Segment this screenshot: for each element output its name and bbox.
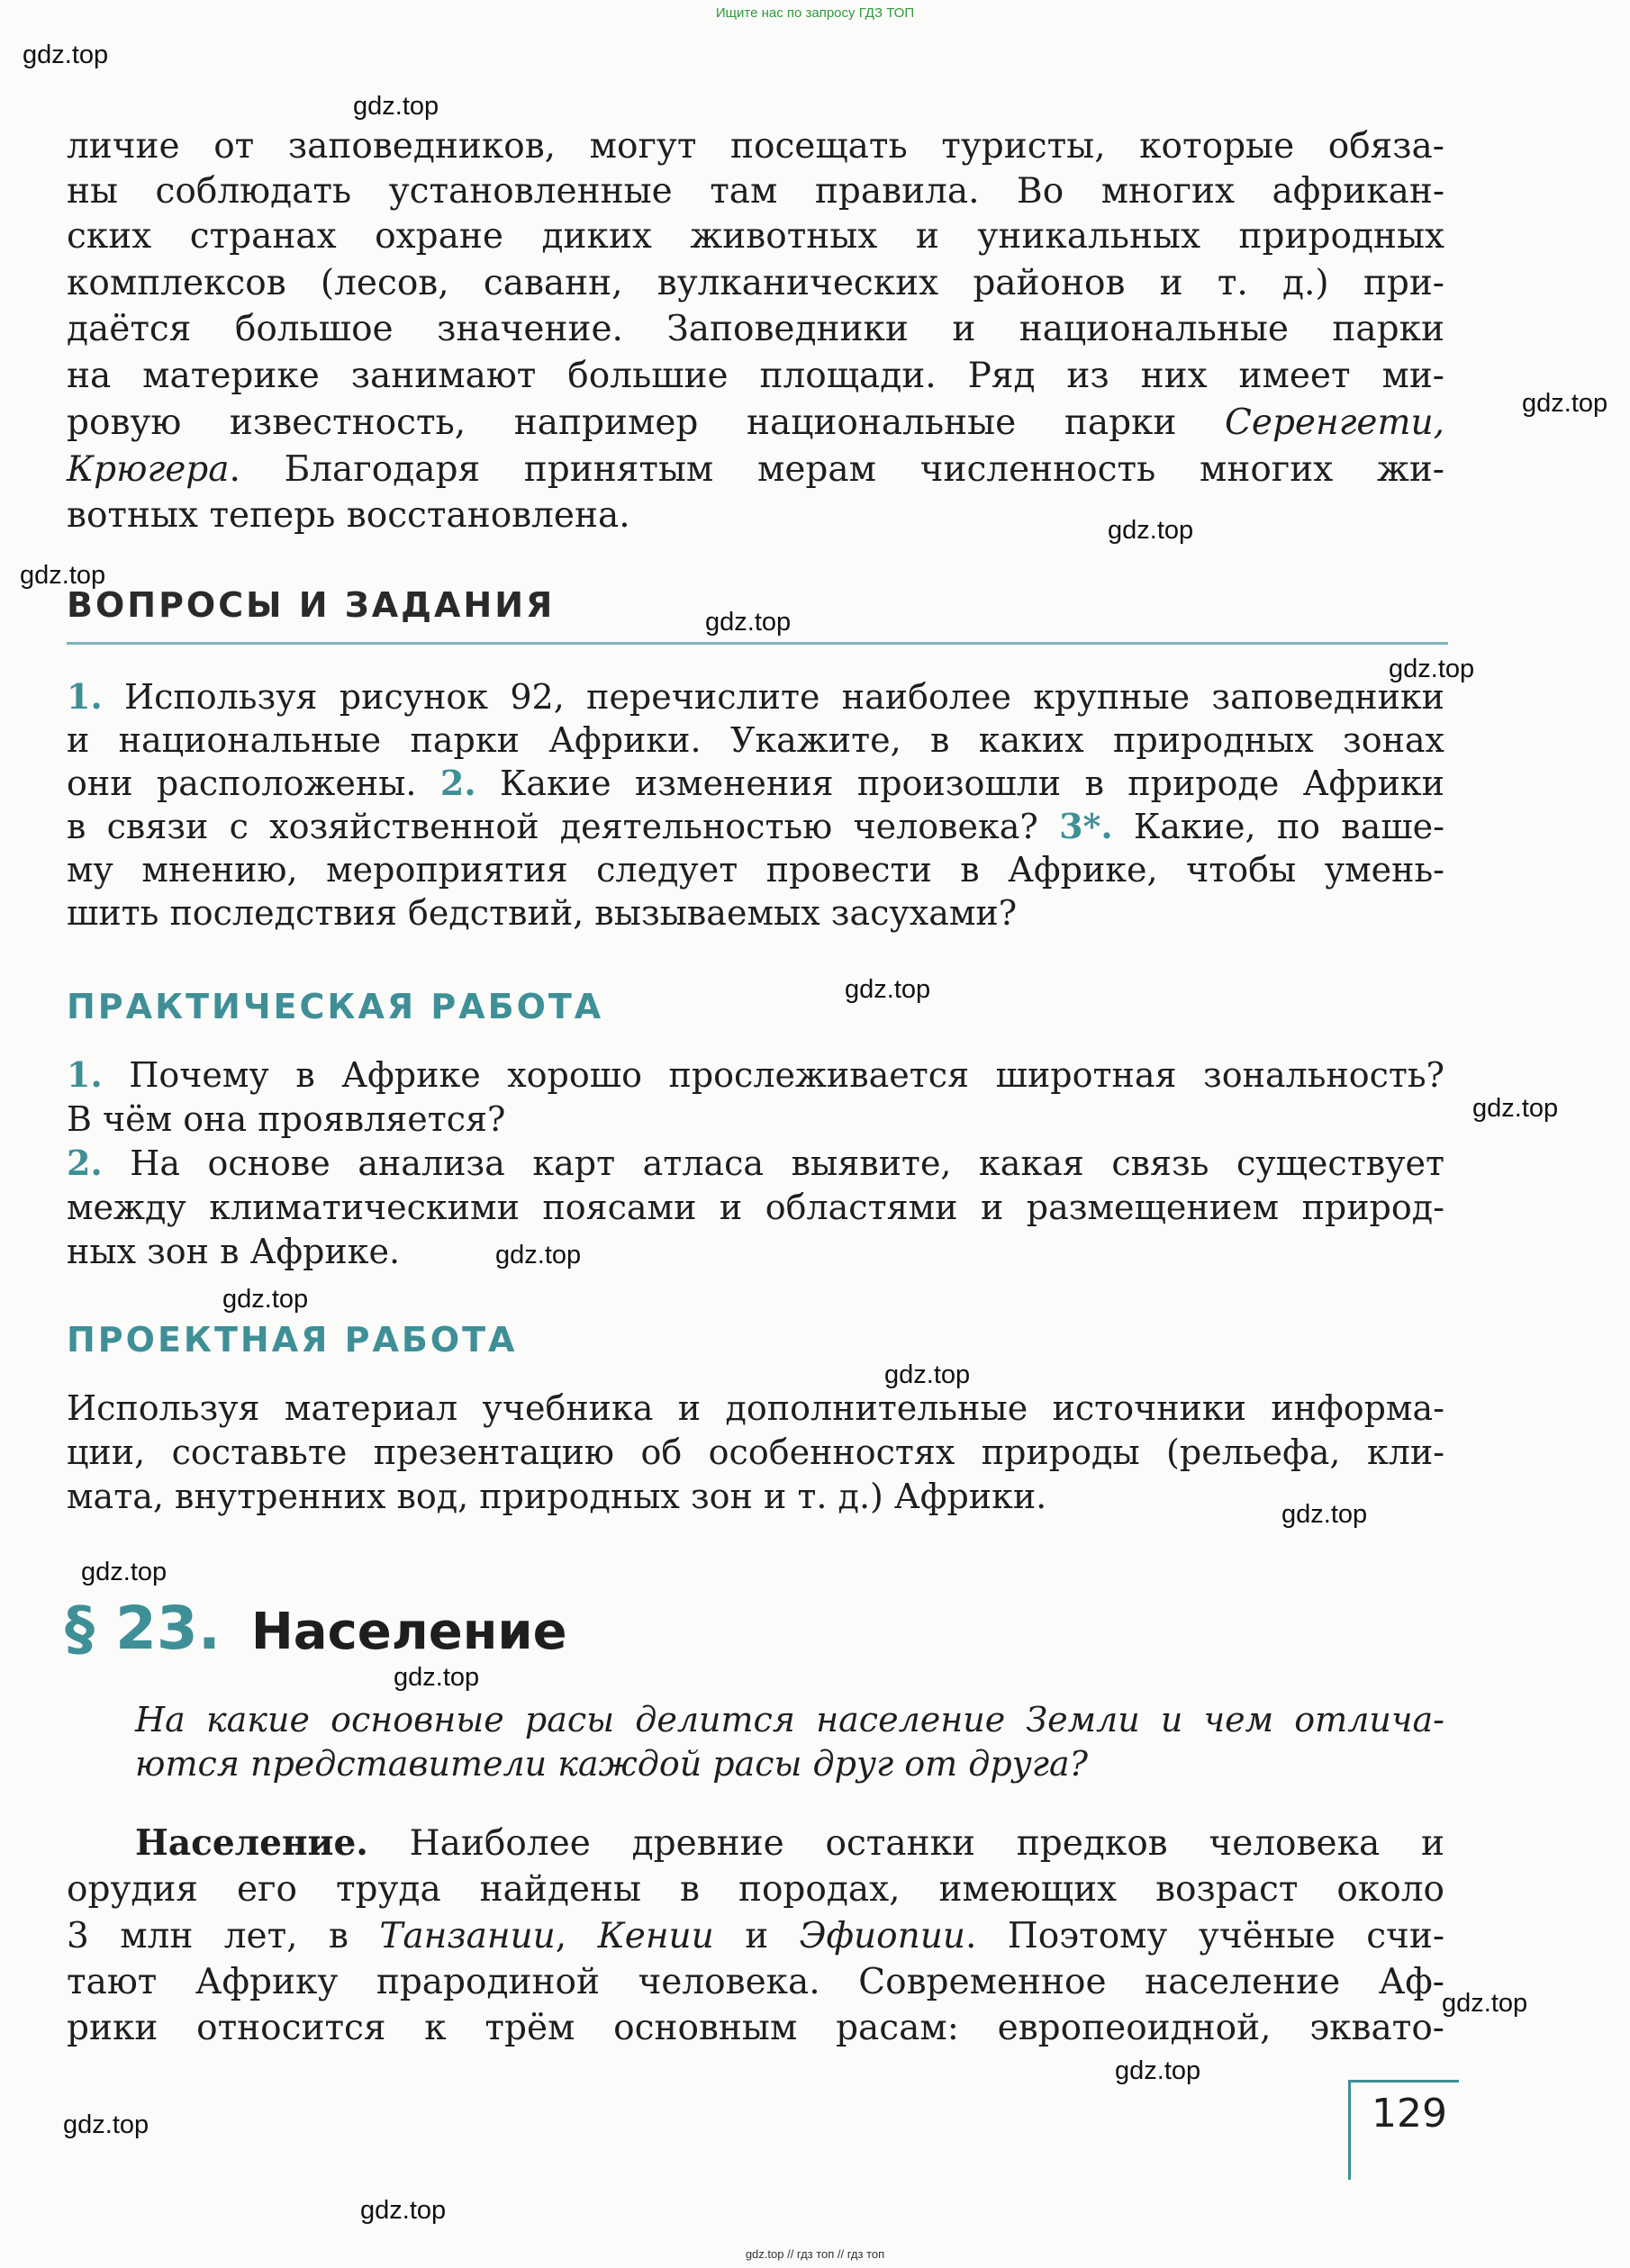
text-line: ны соблюдать установленные там правила. Во многих африкан- (67, 171, 1444, 212)
watermark: gdz.top (1472, 1094, 1559, 1123)
text-line: ровую известность, например национальные парки Серенгети, (67, 402, 1444, 443)
watermark: gdz.top (360, 2196, 447, 2225)
section-title (65, 1594, 567, 1663)
text-line: ских странах охране диких животных и уникальных природных (67, 216, 1444, 257)
text-line: даётся большое значение. Заповедники и национальные парки (67, 309, 1444, 349)
watermark: gdz.top (222, 1285, 309, 1314)
watermark: gdz.top (845, 975, 931, 1004)
section-number: § 23. (65, 1594, 221, 1663)
watermark: gdz.top (394, 1663, 480, 1692)
practical-line: 1. Почему в Африке хорошо прослеживается широтная зональность? (67, 1054, 1444, 1095)
body-line: 3 млн лет, в Танзании, Кении и Эфиопии. Поэтому учёные счи- (67, 1916, 1445, 1956)
watermark: gdz.top (705, 608, 792, 637)
question-line: они расположены. 2. Какие изменения произошли в природе Африки (67, 763, 1444, 803)
project-line: мата, внутренних вод, природных зон и т. д.) Африки. (67, 1477, 1047, 1516)
question-line: в связи с хозяйственной деятельностью человека? 3*. Какие, по ваше- (67, 806, 1444, 846)
body-line: рики относится к трём основным расам: европеоидной, эквато- (67, 2008, 1444, 2048)
practical-heading: ПРАКТИЧЕСКАЯ РАБОТА (67, 987, 604, 1026)
watermark: gdz.top (1115, 2056, 1201, 2085)
watermark: gdz.top (20, 561, 106, 590)
body-line: орудия его труда найдены в породах, имеющих возраст около (67, 1869, 1444, 1910)
watermark: gdz.top (353, 92, 439, 121)
watermark: gdz.top (1108, 516, 1194, 545)
project-line: Используя материал учебника и дополнительные источники информа- (67, 1388, 1444, 1428)
practical-line: 2. На основе анализа карт атласа выявите, какая связь существует (67, 1143, 1444, 1183)
watermark: gdz.top (1442, 1989, 1528, 2018)
practical-line: В чём она проявляется? (67, 1099, 506, 1139)
watermark: gdz.top (495, 1241, 582, 1270)
practical-line: ных зон в Африке. (67, 1232, 401, 1271)
watermark: gdz.top (1522, 389, 1608, 418)
lead-question: ются представители каждой расы друг от друга? (135, 1744, 1088, 1784)
page-number: 129 (1372, 2091, 1447, 2137)
body-line: Население. Наиболее древние останки предков человека и (135, 1822, 1444, 1864)
text-line: Крюгера. Благодаря принятым мерам численность многих жи- (67, 449, 1444, 490)
section-name: Население (250, 1603, 567, 1661)
project-heading: ПРОЕКТНАЯ РАБОТА (67, 1320, 518, 1360)
question-line: 1. Используя рисунок 92, перечислите наиболее крупные заповедники (67, 676, 1444, 717)
project-line: ции, составьте презентацию об особенностях природы (рельефа, кли- (67, 1432, 1444, 1472)
questions-heading: ВОПРОСЫ И ЗАДАНИЯ (67, 585, 556, 625)
watermark: gdz.top (884, 1360, 971, 1389)
heading-rule (67, 642, 1448, 645)
text-line: вотных теперь восстановлена. (67, 495, 630, 536)
watermark: gdz.top (23, 41, 109, 69)
question-line: и национальные парки Африки. Укажите, в каких природных зонах (67, 720, 1444, 760)
text-line: комплексов (лесов, саванн, вулканических районов и т. д.) при- (67, 263, 1444, 303)
practical-line: между климатическими поясами и областями и размещением природ- (67, 1188, 1444, 1227)
footer-note: gdz.top // гдз топ // гдз топ (745, 2247, 885, 2261)
watermark: gdz.top (81, 1558, 168, 1586)
watermark: gdz.top (1389, 655, 1475, 683)
watermark: gdz.top (63, 2110, 149, 2139)
text-line: на материке занимают большие площади. Ряд из них имеет ми- (67, 356, 1444, 396)
lead-question: На какие основные расы делится население Земли и чем отлича- (135, 1700, 1444, 1739)
body-line: тают Африку прародиной человека. Современное население Аф- (67, 1962, 1444, 2002)
watermark: gdz.top (1281, 1500, 1368, 1529)
question-line: шить последствия бедствий, вызываемых засухами? (67, 893, 1018, 933)
question-line: му мнению, мероприятия следует провести в Африке, чтобы умень- (67, 850, 1444, 890)
text-line: личие от заповедников, могут посещать туристы, которые обяза- (67, 126, 1444, 167)
header-note: Ищите нас по запросу ГДЗ ТОП (715, 5, 915, 21)
